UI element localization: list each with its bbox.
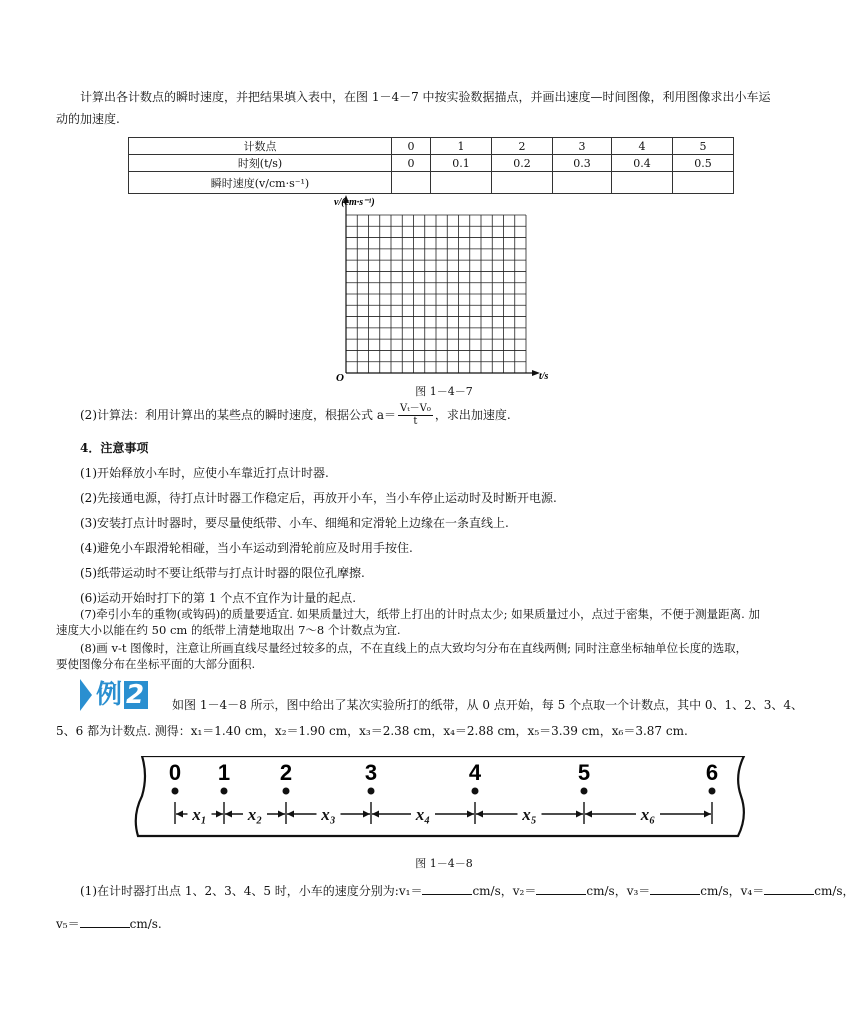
- table-cell-empty[interactable]: [492, 172, 553, 194]
- note-item-2: (2)先接通电源，待打点计时器工作稳定后，再放开小车，当小车停止运动时及时断开电源.: [80, 491, 557, 505]
- v3-unit: cm/s: [700, 884, 729, 898]
- note-item-1: (1)开始释放小车时，应使小车靠近打点计时器.: [80, 466, 329, 480]
- table-cell: 0.3: [553, 155, 612, 172]
- tape-dot: [581, 788, 588, 795]
- question-line-2: [56, 915, 816, 933]
- v1-label: v₁＝: [398, 884, 423, 898]
- table-cell: 0.1: [431, 155, 492, 172]
- tape-dot: [221, 788, 228, 795]
- formula-numerator: Vₜ－V₀: [399, 403, 431, 414]
- y-axis-label: v/(cm·s⁻¹): [334, 197, 375, 208]
- example-badge-label: 例: [96, 680, 123, 710]
- tape-point-label: 0: [168, 760, 182, 785]
- note-item-3: (3)安装打点计时器时，要尽量使纸带、小车、细绳和定滑轮上边缘在一条直线上.: [80, 516, 509, 530]
- table-cell: 0.2: [492, 155, 553, 172]
- table-cell-empty[interactable]: [612, 172, 673, 194]
- example-line-2: 5、6 都为计数点. 测得：x₁＝1.40 cm，x₂＝1.90 cm，x₃＝2.38 cm，x₄＝2.88 cm，x₅＝3.39 cm，x₆＝3.87 cm.: [56, 724, 688, 738]
- segment-label: x₁: [192, 805, 207, 824]
- v5-blank[interactable]: [80, 916, 130, 928]
- segment-label: x₄: [415, 805, 431, 824]
- table-cell-empty[interactable]: [431, 172, 492, 194]
- note-item-5: (5)纸带运动时不要让纸带与打点计时器的限位孔摩擦.: [80, 566, 365, 580]
- tape-dot: [283, 788, 290, 795]
- vt-graph: [326, 193, 566, 383]
- question-prefix: (1)在计时器打出点 1、2、3、4、5 时，小车的速度分别为:: [80, 884, 399, 898]
- tape-dot: [472, 788, 479, 795]
- calc-line: [80, 403, 840, 428]
- note-item-6: (6)运动开始时打下的第 1 个点不宜作为计量的起点.: [80, 591, 357, 605]
- table-cell: 0: [392, 138, 431, 155]
- note-item-8a: (8)画 v-t 图像时，注意让所画直线尽量经过较多的点，不在直线上的点大致均匀分布在直线两侧; 同时注意坐标轴单位长度的选取，: [80, 641, 748, 655]
- table-row-time: [129, 155, 734, 172]
- table-cell: 3: [553, 138, 612, 155]
- table-cell: 4: [612, 138, 673, 155]
- segment-label: x₆: [640, 805, 656, 824]
- origin-label: O: [336, 372, 344, 383]
- example-badge-arrow-icon: [80, 679, 166, 711]
- formula-denominator: t: [413, 416, 418, 427]
- table-cell: 时刻(t/s): [129, 155, 392, 172]
- v1-unit: cm/s: [472, 884, 501, 898]
- note-item-7a: (7)牵引小车的重物(或钩码)的质量要适宜. 如果质量过大，纸带上打出的计时点太少; 如果质量过小，点过于密集，不便于测量距离. 加: [80, 607, 760, 621]
- v1-blank[interactable]: [422, 883, 472, 895]
- example-line-1: 如图 1－4－8 所示，图中给出了某次实验所打的纸带，从 0 点开始，每 5 个点取一个计数点，其中 0、1、2、3、4、: [172, 698, 804, 712]
- table-cell: 0.5: [673, 155, 734, 172]
- tape-point-label: 5: [577, 760, 591, 785]
- v2-blank[interactable]: [536, 883, 586, 895]
- tape-point-label: 3: [364, 760, 378, 785]
- note-item-4: (4)避免小车跟滑轮相碰，当小车运动到滑轮前应及时用手按住.: [80, 541, 413, 555]
- paper-tape: [128, 756, 750, 838]
- segment-label: x₂: [247, 805, 263, 824]
- table-row-count: [129, 138, 734, 155]
- tape-dot: [172, 788, 179, 795]
- figure-caption-147: 图 1－4－7: [415, 385, 473, 398]
- table-cell: 0.4: [612, 155, 673, 172]
- v2-label: v₂＝: [512, 884, 537, 898]
- segment-label: x₃: [321, 805, 336, 824]
- table-cell: 5: [673, 138, 734, 155]
- tape-dot: [368, 788, 375, 795]
- graph-grid: [346, 215, 526, 373]
- table-cell: 2: [492, 138, 553, 155]
- table-cell-empty[interactable]: [553, 172, 612, 194]
- x-axis-label: t/s: [539, 371, 549, 382]
- v3-blank[interactable]: [650, 883, 700, 895]
- figure-caption-148: 图 1－4－8: [415, 857, 473, 870]
- question-line-1: (1)在计时器打出点 1、2、3、4、5 时，小车的速度分别为:v₁＝ cm/s，v₂＝ cm/s，v₃＝ cm/s，v₄＝ cm/s，: [80, 884, 855, 898]
- tape-point-label: 4: [468, 760, 482, 785]
- notes-heading: 4．注意事项: [80, 441, 149, 455]
- v4-label: v₄＝: [740, 884, 765, 898]
- note-item-7b: 速度大小以能在约 50 cm 的纸带上清楚地取出 7～8 个计数点为宜.: [56, 623, 401, 637]
- v5-label: v₅＝: [56, 917, 80, 931]
- table-cell-empty[interactable]: [673, 172, 734, 194]
- v4-blank[interactable]: [764, 883, 814, 895]
- intro-line-2: 动的加速度.: [56, 112, 120, 126]
- intro-line-1: 计算出各计数点的瞬时速度，并把结果填入表中，在图 1－4－7 中按实验数据描点，并画出速度—时间图像，利用图像求出小车运: [80, 90, 771, 104]
- note-item-8b: 要使图像分布在坐标平面的大部分面积.: [56, 657, 256, 671]
- tape-point-label: 2: [279, 760, 293, 785]
- example-badge-number: 2: [126, 680, 145, 710]
- segment-label: x₅: [522, 805, 537, 824]
- calc-suffix: ，求出加速度.: [434, 408, 511, 422]
- tape-point-label: 1: [217, 760, 231, 785]
- v2-unit: cm/s: [586, 884, 615, 898]
- table-cell: 瞬时速度(v/cm·s⁻¹): [129, 172, 392, 194]
- tape-point-label: 6: [705, 760, 719, 785]
- v3-label: v₃＝: [626, 884, 651, 898]
- table-cell: 计数点: [129, 138, 392, 155]
- tape-dot: [709, 788, 716, 795]
- table-row-velocity: [129, 172, 734, 194]
- v4-unit: cm/s: [814, 884, 843, 898]
- example-badge: [80, 679, 166, 711]
- v5-unit: cm/s.: [129, 917, 162, 931]
- calc-prefix: (2)计算法：利用计算出的某些点的瞬时速度，根据公式 a＝: [80, 408, 396, 422]
- table-cell: 1: [431, 138, 492, 155]
- table-cell: 0: [392, 155, 431, 172]
- formula-fraction: [398, 403, 433, 428]
- data-table: [128, 137, 734, 194]
- table-cell-empty[interactable]: [392, 172, 431, 194]
